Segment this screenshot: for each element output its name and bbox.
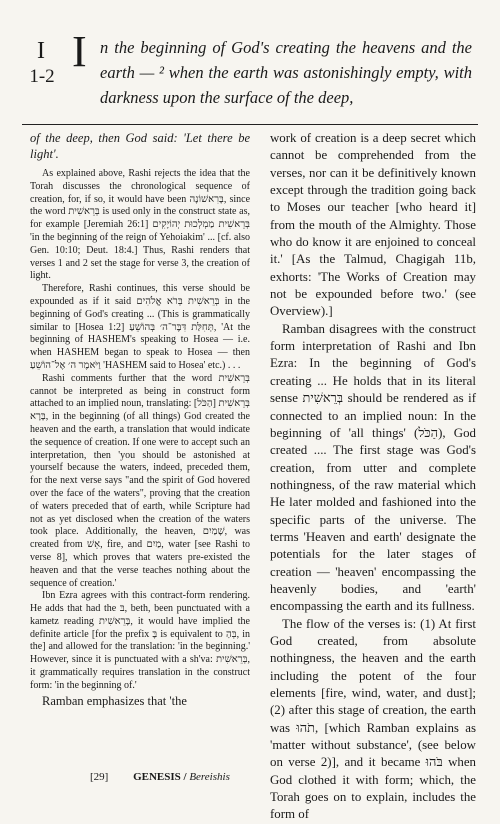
commentary-paragraph: Rashi comments further that the word בְּרֵאשִׁית cannot be interpreted as being in construct form attached to an implied noun, translating: בְּרֵאשִׁית [הַכֹּל] בָּרָא, in the beginning (of all things) God created the heaven and the earth, a translation that would indicate the sequence of creation. If one were to accept such an interpretation, then 'you should be astonished at yourself because the waters, indeed, preceded them, for the next verse says "and the spirit of God hovered over the face of the waters", proving that the creation of waters preceded that of earth, while Scripture had not as yet disclosed when the creation of the waters took place. Additionally, the heaven, שָׁמַיִם, was created from אֵשׁ, fire, and מַיִם, water [see Rashi to verse 8], which proves that waters pre-existed the heaven and that the verse teaches nothing about the sequence of creation.'	[30, 372, 250, 589]
commentary-lead: of the deep, then God said: 'Let there be light'.	[30, 131, 250, 161]
page-footer	[90, 770, 230, 784]
commentary-paragraph: work of creation is a deep secret which cannot be comprehended from the verses, nor can it be definitively known except through the tradition going back to Moses our teacher [who heard it] from the mouth of the Almighty. Those who do know it are enjoined to conceal it.' [As the Talmud, Chagigah 11b, exhorts: 'The Works of Creation may not be expounded before two.' (see Overview).]	[270, 131, 476, 319]
commentary-paragraph: Therefore, Rashi continues, this verse should be expounded as if it said בְּרֵאשִׁית בְּרֹא אֱלֹהִים in the beginning of God's creating ... (This is grammatically similar to [Hosea 1:2] תְּחִלַּת דִּבֶּר־ה׳ בְּהוֹשֵׁעַ, 'At the beginning of HASHEM's speaking to Hosea — i.e. when HASHEM began to speak to Hosea — then וַיֹּאמֶר ה׳ אֶל־הוֹשֵׁעַ 'HASHEM said to Hosea' etc.) . . .	[30, 283, 251, 371]
page-number: [29]	[90, 771, 109, 783]
commentary-left-column	[30, 130, 250, 709]
commentary-paragraph: Ramban emphasizes that 'the	[42, 693, 187, 708]
book-name: GENESIS /	[133, 771, 190, 783]
commentary-paragraph: Ibn Ezra agrees with this contract-form rendering. He adds that had the בּ, beth, been punctuated with a kametz reading בָּרֵאשִׁית, it would have implied the definite article [for the prefix בָּ is equivalent to בְּהַ, in the] and allowed for the translation: 'in the beginning.' However, since it is punctuated with a sh'va: בְּרֵאשִׁית, it grammatically requires translation in the construct form: 'in the beginning of.'	[30, 590, 251, 691]
header-rule	[22, 124, 478, 125]
commentary-paragraph: The flow of the verses is: (1) At first God created, from absolute nothingness, the heaven and the earth including the potent of the four elements [fire, wind, water, and dust]; (2) after this stage of creation, the earth was תֹהוּ, [which Ramban explains as 'matter without substance', (see below on verse 2)], and it became בֹּהוּ when God clothed it with form; which, the Torah goes on to explain, includes the form of	[270, 616, 476, 822]
verse-translation: n the beginning of God's creating the heavens and the earth — ² when the earth was astonishingly empty, with darkness upon the surface of the deep,	[100, 38, 472, 107]
commentary-paragraph: Ramban disagrees with the construct form interpretation of Rashi and Ibn Ezra: In the beginning of God's creating ... He holds that in its literal sense בְּרֵאשִׁית should be rendered as if connected to an implied noun: In the beginning of 'all things' (הַכֹּל), God created .... The first stage was God's creation, from utter and complete nothingness, of the raw material which He later molded and fashioned into the specific parts of the universe. The terms 'Heaven and earth' designate the potentials for the later stages of creation — 'heaven' encompassing the heavenly bodies, and 'earth' encompassing the earth and its fullness.	[270, 321, 476, 614]
commentary-paragraph: As explained above, Rashi rejects the idea that the Torah discusses the chronological sequence of creation, for, if so, it would have been בָּרִאשׁוֹנָה, since the word בְּרֵאשִׁית is used only in the construct state as, for example [Jeremiah 26:1] בְּרֵאשִׁית מַמְלְכוּת יְהוֹיָקִים 'in the beginning of the reign of Yehoiakim' ... [cf. also Gen. 10:10; Deut. 18:4.] Thus, Rashi renders that verses 1 and 2 set the stage for verse 3, the creation of light.	[30, 168, 251, 282]
verse-range: 1-2	[29, 66, 55, 87]
commentary-right-column	[270, 130, 476, 824]
parsha-name: Bereishis	[189, 771, 230, 783]
drop-cap: I	[72, 27, 87, 76]
chapter-number: I	[37, 38, 45, 64]
